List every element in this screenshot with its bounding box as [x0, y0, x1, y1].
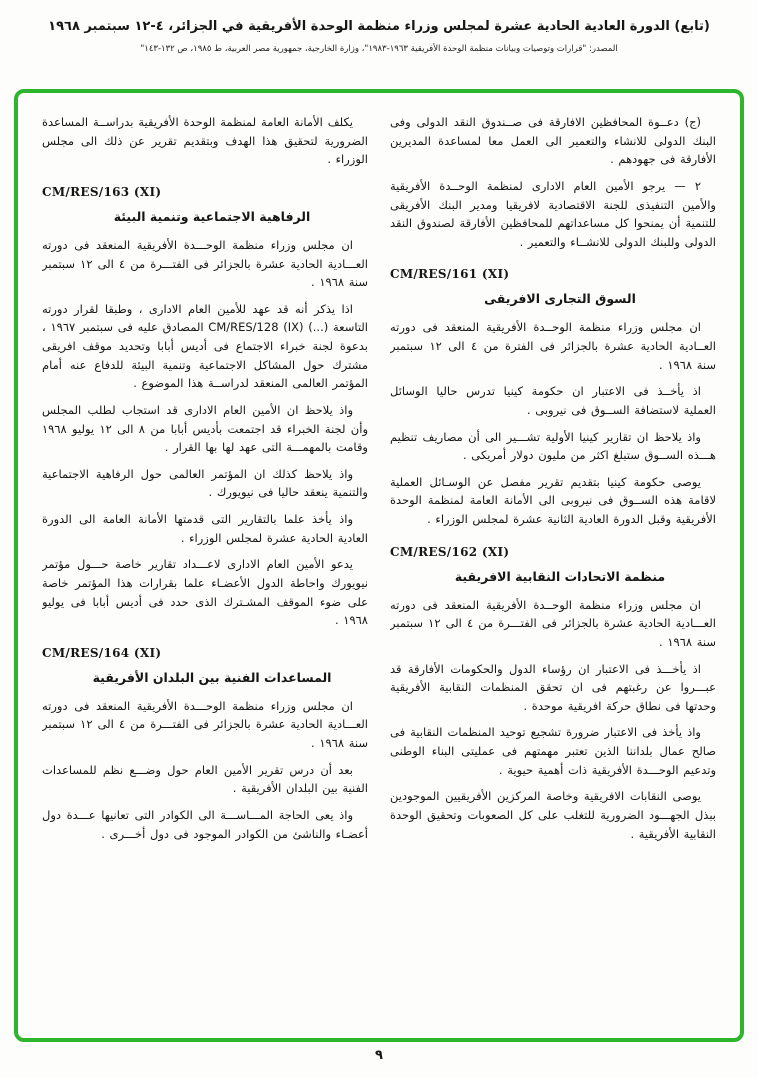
resolution-number: CM/RES/161 (XI)	[390, 267, 510, 282]
paragraph: اذ يأخــذ فى الاعتبار ان حكومة كينيا تدرس حاليا الوسائل العملية لاستضافة الســوق فى نيروبى .	[390, 384, 716, 417]
page-number: ٩	[375, 1048, 383, 1063]
resolution-number: CM/RES/162 (XI)	[390, 544, 510, 559]
paragraph: ٢ — يرجو الأمين العام الادارى لمنظمة الوحــدة الأفريقية والأمين التنفيذى للجنة الاقتصادية لافريقيا ومدير البنك الأفريقى للتنمية أن يمنحوا كل مساعداتهم للمحافظين الأفارقة لصندوق النقد الدولى وللبنك الدولى للانشــاء والتعمير .	[390, 178, 716, 249]
paragraph: بعد أن درس تقرير الأمين العام حول وضـــع نظم للمساعدات الفنية بين البلدان الأفريقية .	[42, 762, 368, 796]
section-heading: المساعدات الفنية بين البلدان الأفريقية	[92, 669, 332, 685]
green-border-frame	[14, 89, 744, 1042]
paragraph: واذ يلاحظ ان تقارير كينيا الأولية تشـــير الى أن مصاريف تنظيم هـــذه الســوق ستبلغ اكثر من مليون دولار أمريكى .	[390, 429, 716, 463]
paragraph: واذ يلاحظ كذلك ان المؤتمر العالمى حول الرفاهية الاجتماعية والتنمية ينعقد حاليا فى نيويورك .	[42, 466, 368, 500]
column-right	[390, 113, 716, 1024]
paragraph: ان مجلس وزراء منظمة الوحـــدة الأفريقية المنعقد فى دورته العـــادية الحادية عشرة بالجزائر فى الفتـــرة من ٤ الى ١٢ سبتمبر سنة ١٩٦٨ .	[42, 698, 368, 750]
section-heading: السوق التجارى الافريقى	[484, 291, 636, 307]
resolution-number: CM/RES/163 (XI)	[42, 184, 162, 199]
source-citation: المصدر: "قرارات وتوصيات وبيانات منظمة الوحدة الأفريقية ١٩٦٣-١٩٨٣"، وزارة الخارجية، جمهورية مصر العربية، ط ١٩٨٥، ص ١٣٢-١٤٣"	[140, 43, 618, 54]
paragraph: واذ يأخذ فى الاعتبار ضرورة تشجيع توحيد المنظمات النقابية فى صالح عمال بلداننا الذين تعتبر مهمتهم فى عمليتى البناء الوطنى وتدعيم الوحـــدة الأفريقية ذات أهمية حيوية .	[390, 725, 716, 777]
resolution-number: CM/RES/164 (XI)	[42, 645, 162, 660]
paragraph: واذ يلاحظ ان الأمين العام الادارى قد استجاب لطلب المجلس وأن لجنة الخبراء قد اجتمعت بأديس أبابا من ٨ الى ١٢ يوليو ١٩٦٨ وقامت بالمهمـــة التى عهد لها بها القرار .	[42, 402, 368, 455]
section-heading: الرفاهية الاجتماعية وتنمية البيئة	[113, 208, 311, 224]
document-title: (تابع) الدورة العادية الحادية عشرة لمجلس وزراء منظمة الوحدة الأفريقية في الجزائر، ٤-١٢ سبتمبر ١٩٦٨	[48, 19, 710, 34]
paragraph: يكلف الأمانة العامة لمنظمة الوحدة الأفريقية بدراســة المساعدة الضرورية لتحقيق هذا الهدف وبتقديم تقرير عن ذلك الى مجلس الوزراء .	[42, 115, 368, 167]
paragraph: يوصى حكومة كينيا بتقديم تقرير مفصل عن الوسـائل العملية لاقامة هذه الســوق فى نيروبى الى الأمانة العامة لمنظمة الوحدة الأفريقية وقبل الدورة العادية الثانية عشرة لمجلس الوزراء .	[390, 474, 716, 526]
paragraph: ان مجلس وزراء منظمة الوحــدة الأفريقية المنعقد فى دورته العــادية الحادية عشرة بالجزائر فى الفترة من ٤ الى ١٢ سبتمبر سنة ١٩٦٨ .	[390, 320, 716, 372]
paragraph: واذ يأخذ علما بالتقارير التى قدمتها الأمانة العامة الى الدورة العادية الحادية عشرة لمجلس الوزراء .	[42, 512, 368, 545]
two-column-layout	[42, 113, 716, 1024]
paragraph: ان مجلس وزراء منظمة الوحـــدة الأفريقية المنعقد فى دورته العـــادية الحادية عشرة بالجزائر فى الفتـــرة من ٤ الى ١٢ سبتمبر سنة ١٩٦٨ .	[42, 237, 368, 290]
paragraph: اذ يأخـــذ فى الاعتبار ان رؤساء الدول والحكومات الأفارقة قد عبـــروا عن رغبتهم فى ان تحقق المنظمات النقابية الأفريقية وحدتها فى نطاق حركة افريقية موحدة .	[390, 661, 716, 713]
paragraph: يدعو الأمين العام الادارى لاعـــداد تقارير خاصة حـــول مؤتمر نيويورك واحاطة الدول الأعضـاء علما بقرارات هذا المؤتمر خاصة على ضوء الموقف المشـترك الذى حدد فى أديس أبابا فى يوليو ١٩٦٨ .	[42, 557, 368, 628]
column-left	[42, 113, 368, 1024]
paragraph: يوصى النقابات الافريقية وخاصة المركزين الأفريقيين الموجودين ببذل الجهـــود الضرورية للتغلب على كل الصعوبات وتحقيق الوحدة النقابية الأفريقية .	[390, 789, 716, 841]
paragraph: اذا يذكر أنه قد عهد للأمين العام الادارى ، وطبقا لقرار دورته التاسعة (...) CM/RES/128 (IX) المصادق عليه فى سبتمبر ١٩٦٧ ، بدعوة لجنة خبراء الاجتماع فى أديس أبابا وتحديد موقف افريقى مشترك حول المشاكل الاجتماعية وتنمية البيئة للدفاع عنه أمام المؤتمر العالمى المنعقد لدراســة هذا الموضوع .	[42, 301, 368, 391]
section-heading: منظمة الاتحادات النقابية الافريقية	[454, 568, 666, 584]
paragraph: واذ يعى الحاجة المـــاســـة الى الكوادر التى تعانيها عـــدة دول أعضـاء والناشئ من الكوادر الموجود فى دول أخـــرى .	[42, 807, 368, 841]
paragraph: ان مجلس وزراء منظمة الوحــدة الأفريقية المنعقد فى دورته العـــادية الحادية عشرة بالجزائر فى الفتـــرة من ٤ الى ١٢ سبتمبر سنة ١٩٦٨ .	[390, 597, 716, 649]
page-header	[0, 0, 758, 54]
paragraph: (ج) دعــوة المحافظين الافارقة فى صــندوق النقد الدولى وفى البنك الدولى للانشاء والتعمير الى العمل معا لمساعدة المديرين الأفارقة فى جهودهم .	[390, 115, 716, 167]
